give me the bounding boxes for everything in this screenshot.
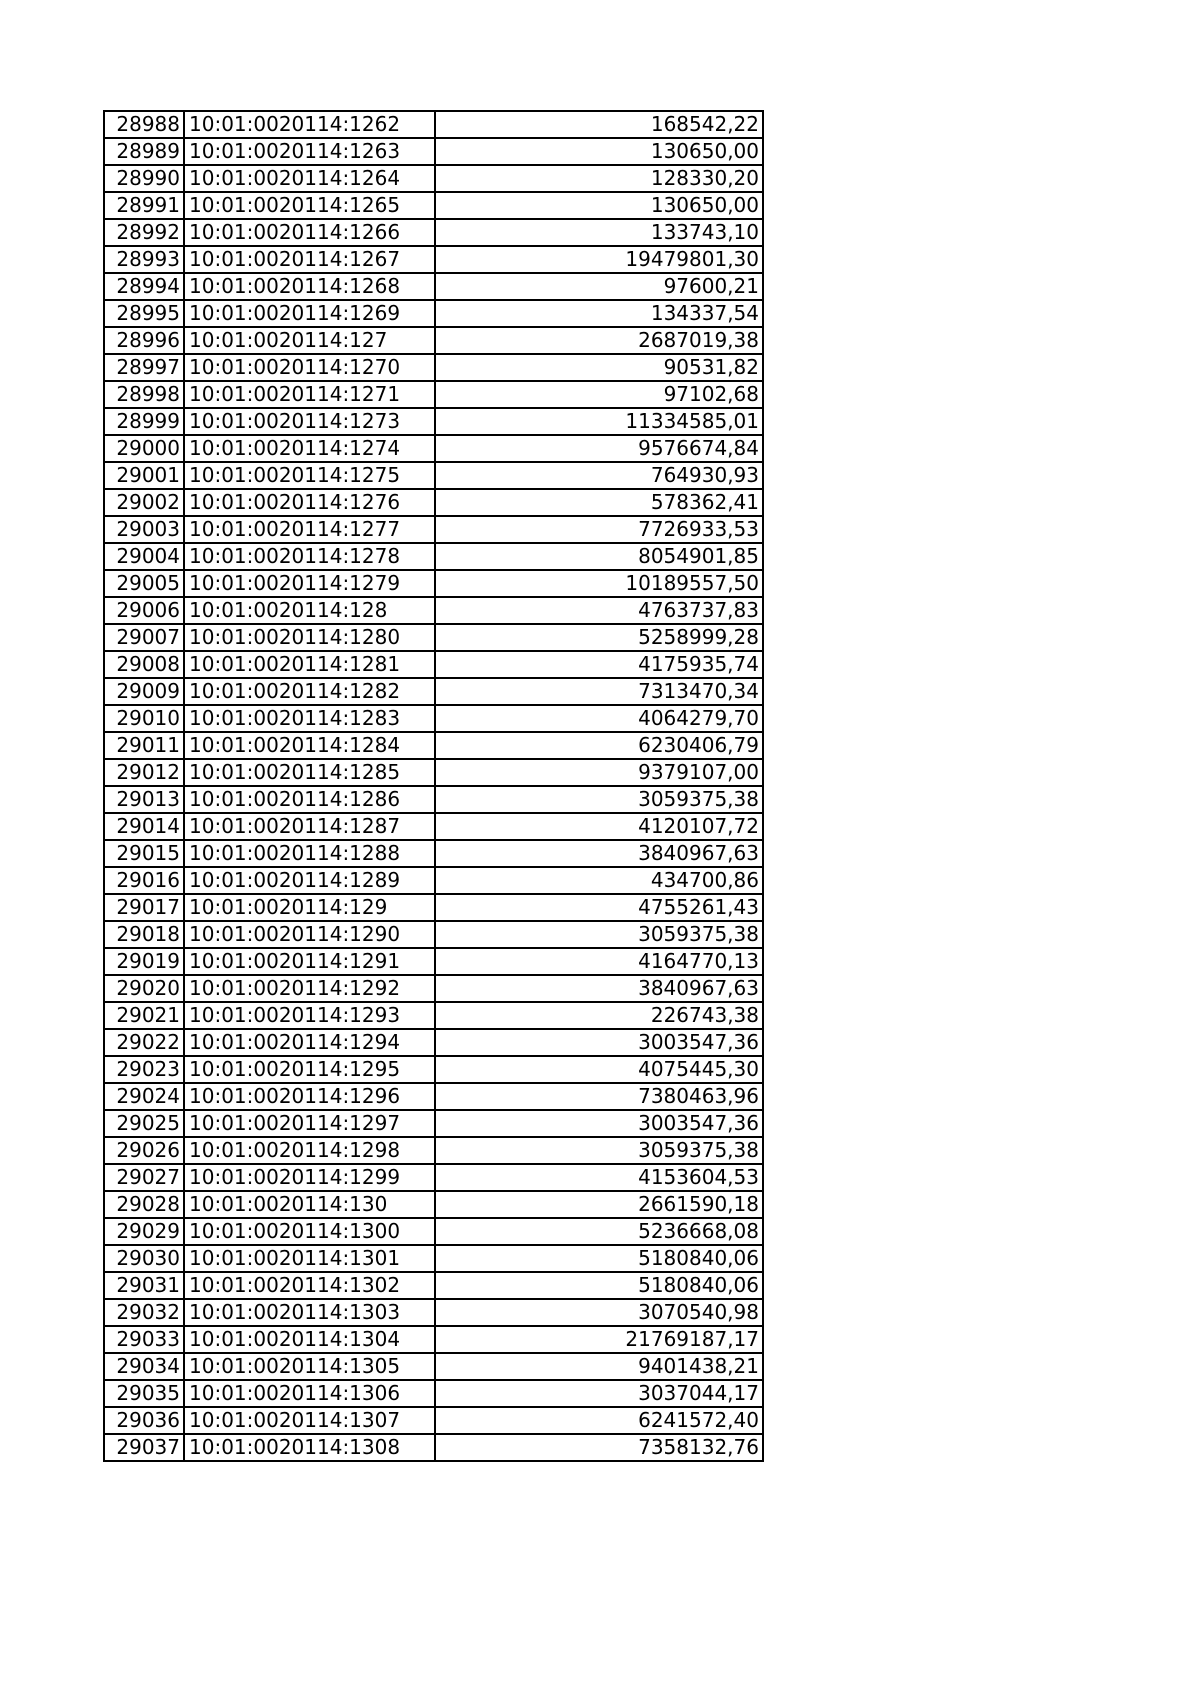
cadastral-value-cell: 4763737,83 <box>435 597 763 624</box>
cadastral-number-cell: 10:01:0020114:1284 <box>184 732 435 759</box>
cadastral-number-cell: 10:01:0020114:1266 <box>184 219 435 246</box>
cadastral-value-cell: 434700,86 <box>435 867 763 894</box>
row-number-cell: 29002 <box>104 489 184 516</box>
table-row <box>104 894 763 921</box>
cadastral-value-cell: 133743,10 <box>435 219 763 246</box>
cadastral-number-cell: 10:01:0020114:1304 <box>184 1326 435 1353</box>
row-number-cell: 29013 <box>104 786 184 813</box>
row-number-cell: 29006 <box>104 597 184 624</box>
row-number-cell: 29014 <box>104 813 184 840</box>
cadastral-number-cell: 10:01:0020114:1280 <box>184 624 435 651</box>
table-row <box>104 948 763 975</box>
row-number-cell: 29022 <box>104 1029 184 1056</box>
row-number-cell: 29012 <box>104 759 184 786</box>
row-number-cell: 28996 <box>104 327 184 354</box>
row-number-cell: 29028 <box>104 1191 184 1218</box>
table-row <box>104 732 763 759</box>
cadastral-value-cell: 5180840,06 <box>435 1245 763 1272</box>
cadastral-number-cell: 10:01:0020114:127 <box>184 327 435 354</box>
table-row <box>104 570 763 597</box>
row-number-cell: 29004 <box>104 543 184 570</box>
row-number-cell: 29036 <box>104 1407 184 1434</box>
row-number-cell: 28992 <box>104 219 184 246</box>
row-number-cell: 28990 <box>104 165 184 192</box>
row-number-cell: 29003 <box>104 516 184 543</box>
cadastral-value-cell: 8054901,85 <box>435 543 763 570</box>
cadastral-number-cell: 10:01:0020114:1281 <box>184 651 435 678</box>
table-row <box>104 1164 763 1191</box>
row-number-cell: 28998 <box>104 381 184 408</box>
cadastral-number-cell: 10:01:0020114:1285 <box>184 759 435 786</box>
cadastral-number-cell: 10:01:0020114:1293 <box>184 1002 435 1029</box>
table-row <box>104 597 763 624</box>
row-number-cell: 28995 <box>104 300 184 327</box>
table-row <box>104 219 763 246</box>
table-row <box>104 381 763 408</box>
cadastral-number-cell: 10:01:0020114:1298 <box>184 1137 435 1164</box>
row-number-cell: 29025 <box>104 1110 184 1137</box>
table-row <box>104 1110 763 1137</box>
row-number-cell: 29016 <box>104 867 184 894</box>
cadastral-value-cell: 4120107,72 <box>435 813 763 840</box>
table-row <box>104 1299 763 1326</box>
cadastral-number-cell: 10:01:0020114:1278 <box>184 543 435 570</box>
row-number-cell: 29021 <box>104 1002 184 1029</box>
row-number-cell: 29005 <box>104 570 184 597</box>
cadastral-number-cell: 10:01:0020114:1294 <box>184 1029 435 1056</box>
cadastral-value-cell: 4164770,13 <box>435 948 763 975</box>
cadastral-value-cell: 9576674,84 <box>435 435 763 462</box>
cadastral-value-cell: 5180840,06 <box>435 1272 763 1299</box>
cadastral-number-cell: 10:01:0020114:1277 <box>184 516 435 543</box>
table-row <box>104 300 763 327</box>
cadastral-number-cell: 10:01:0020114:1274 <box>184 435 435 462</box>
table-row <box>104 1083 763 1110</box>
cadastral-value-cell: 128330,20 <box>435 165 763 192</box>
row-number-cell: 29010 <box>104 705 184 732</box>
row-number-cell: 29015 <box>104 840 184 867</box>
table-row <box>104 624 763 651</box>
table-row <box>104 408 763 435</box>
table-row <box>104 1056 763 1083</box>
cadastral-value-cell: 90531,82 <box>435 354 763 381</box>
cadastral-number-cell: 10:01:0020114:1296 <box>184 1083 435 1110</box>
row-number-cell: 28991 <box>104 192 184 219</box>
cadastral-value-cell: 3059375,38 <box>435 786 763 813</box>
cadastral-number-cell: 10:01:0020114:1267 <box>184 246 435 273</box>
row-number-cell: 29035 <box>104 1380 184 1407</box>
cadastral-value-cell: 130650,00 <box>435 192 763 219</box>
cadastral-value-cell: 97102,68 <box>435 381 763 408</box>
table-row <box>104 705 763 732</box>
cadastral-number-cell: 10:01:0020114:1270 <box>184 354 435 381</box>
cadastral-number-cell: 10:01:0020114:1263 <box>184 138 435 165</box>
row-number-cell: 29024 <box>104 1083 184 1110</box>
row-number-cell: 28994 <box>104 273 184 300</box>
table-row <box>104 327 763 354</box>
table-row <box>104 678 763 705</box>
cadastral-value-cell: 3840967,63 <box>435 975 763 1002</box>
cadastral-value-cell: 6230406,79 <box>435 732 763 759</box>
cadastral-number-cell: 10:01:0020114:1262 <box>184 111 435 138</box>
cadastral-number-cell: 10:01:0020114:1265 <box>184 192 435 219</box>
cadastral-value-cell: 21769187,17 <box>435 1326 763 1353</box>
cadastral-value-cell: 3840967,63 <box>435 840 763 867</box>
cadastral-value-cell: 5258999,28 <box>435 624 763 651</box>
row-number-cell: 29019 <box>104 948 184 975</box>
row-number-cell: 29033 <box>104 1326 184 1353</box>
table-row <box>104 543 763 570</box>
table-row <box>104 840 763 867</box>
row-number-cell: 29000 <box>104 435 184 462</box>
table-row <box>104 1002 763 1029</box>
row-number-cell: 28988 <box>104 111 184 138</box>
cadastral-value-cell: 4064279,70 <box>435 705 763 732</box>
row-number-cell: 29023 <box>104 1056 184 1083</box>
cadastral-number-cell: 10:01:0020114:1273 <box>184 408 435 435</box>
table-row <box>104 516 763 543</box>
cadastral-value-cell: 19479801,30 <box>435 246 763 273</box>
table-row <box>104 921 763 948</box>
table-row <box>104 435 763 462</box>
cadastral-value-cell: 226743,38 <box>435 1002 763 1029</box>
cadastral-value-cell: 4153604,53 <box>435 1164 763 1191</box>
cadastral-number-cell: 10:01:0020114:1283 <box>184 705 435 732</box>
cadastral-number-cell: 10:01:0020114:1268 <box>184 273 435 300</box>
cadastral-value-cell: 2661590,18 <box>435 1191 763 1218</box>
row-number-cell: 29027 <box>104 1164 184 1191</box>
table-row <box>104 975 763 1002</box>
cadastral-value-cell: 764930,93 <box>435 462 763 489</box>
row-number-cell: 29031 <box>104 1272 184 1299</box>
table-body <box>104 111 763 1461</box>
cadastral-number-cell: 10:01:0020114:1289 <box>184 867 435 894</box>
cadastral-value-cell: 3059375,38 <box>435 921 763 948</box>
cadastral-number-cell: 10:01:0020114:1305 <box>184 1353 435 1380</box>
row-number-cell: 29037 <box>104 1434 184 1461</box>
cadastral-number-cell: 10:01:0020114:1303 <box>184 1299 435 1326</box>
cadastral-number-cell: 10:01:0020114:130 <box>184 1191 435 1218</box>
row-number-cell: 29032 <box>104 1299 184 1326</box>
table-row <box>104 192 763 219</box>
cadastral-value-cell: 3059375,38 <box>435 1137 763 1164</box>
row-number-cell: 28997 <box>104 354 184 381</box>
cadastral-number-cell: 10:01:0020114:1292 <box>184 975 435 1002</box>
cadastral-number-cell: 10:01:0020114:1288 <box>184 840 435 867</box>
table-row <box>104 111 763 138</box>
table-row <box>104 1137 763 1164</box>
row-number-cell: 29026 <box>104 1137 184 1164</box>
cadastral-value-cell: 3003547,36 <box>435 1029 763 1056</box>
cadastral-number-cell: 10:01:0020114:1286 <box>184 786 435 813</box>
table-row <box>104 354 763 381</box>
cadastral-number-cell: 10:01:0020114:1290 <box>184 921 435 948</box>
table-row <box>104 651 763 678</box>
cadastral-number-cell: 10:01:0020114:1302 <box>184 1272 435 1299</box>
cadastral-number-cell: 10:01:0020114:1308 <box>184 1434 435 1461</box>
cadastral-number-cell: 10:01:0020114:1306 <box>184 1380 435 1407</box>
table-row <box>104 489 763 516</box>
cadastral-value-cell: 5236668,08 <box>435 1218 763 1245</box>
table-row <box>104 759 763 786</box>
cadastral-value-cell: 11334585,01 <box>435 408 763 435</box>
cadastral-value-cell: 7358132,76 <box>435 1434 763 1461</box>
cadastral-number-cell: 10:01:0020114:1264 <box>184 165 435 192</box>
table-row <box>104 273 763 300</box>
table-row <box>104 1407 763 1434</box>
row-number-cell: 28989 <box>104 138 184 165</box>
cadastral-value-cell: 97600,21 <box>435 273 763 300</box>
row-number-cell: 29007 <box>104 624 184 651</box>
table-row <box>104 867 763 894</box>
cadastral-value-cell: 9379107,00 <box>435 759 763 786</box>
cadastral-number-cell: 10:01:0020114:1287 <box>184 813 435 840</box>
cadastral-value-table <box>103 110 764 1462</box>
table-row <box>104 813 763 840</box>
table-row <box>104 1218 763 1245</box>
cadastral-value-cell: 134337,54 <box>435 300 763 327</box>
cadastral-value-cell: 7313470,34 <box>435 678 763 705</box>
cadastral-number-cell: 10:01:0020114:1300 <box>184 1218 435 1245</box>
cadastral-number-cell: 10:01:0020114:1297 <box>184 1110 435 1137</box>
cadastral-value-cell: 130650,00 <box>435 138 763 165</box>
cadastral-number-cell: 10:01:0020114:1276 <box>184 489 435 516</box>
cadastral-value-cell: 578362,41 <box>435 489 763 516</box>
row-number-cell: 29009 <box>104 678 184 705</box>
row-number-cell: 29011 <box>104 732 184 759</box>
cadastral-number-cell: 10:01:0020114:128 <box>184 597 435 624</box>
cadastral-value-cell: 7726933,53 <box>435 516 763 543</box>
row-number-cell: 29008 <box>104 651 184 678</box>
table-row <box>104 1272 763 1299</box>
cadastral-value-cell: 4175935,74 <box>435 651 763 678</box>
cadastral-number-cell: 10:01:0020114:1269 <box>184 300 435 327</box>
table-row <box>104 1245 763 1272</box>
row-number-cell: 29034 <box>104 1353 184 1380</box>
cadastral-value-cell: 4075445,30 <box>435 1056 763 1083</box>
cadastral-number-cell: 10:01:0020114:1271 <box>184 381 435 408</box>
row-number-cell: 29020 <box>104 975 184 1002</box>
table-row <box>104 138 763 165</box>
row-number-cell: 29001 <box>104 462 184 489</box>
cadastral-value-cell: 3037044,17 <box>435 1380 763 1407</box>
cadastral-value-cell: 3003547,36 <box>435 1110 763 1137</box>
cadastral-number-cell: 10:01:0020114:1299 <box>184 1164 435 1191</box>
cadastral-number-cell: 10:01:0020114:1307 <box>184 1407 435 1434</box>
table-row <box>104 246 763 273</box>
row-number-cell: 29018 <box>104 921 184 948</box>
cadastral-value-cell: 9401438,21 <box>435 1353 763 1380</box>
table-row <box>104 1326 763 1353</box>
table-row <box>104 165 763 192</box>
cadastral-number-cell: 10:01:0020114:1275 <box>184 462 435 489</box>
row-number-cell: 29017 <box>104 894 184 921</box>
cadastral-number-cell: 10:01:0020114:1279 <box>184 570 435 597</box>
cadastral-number-cell: 10:01:0020114:1282 <box>184 678 435 705</box>
cadastral-number-cell: 10:01:0020114:129 <box>184 894 435 921</box>
row-number-cell: 29030 <box>104 1245 184 1272</box>
cadastral-number-cell: 10:01:0020114:1291 <box>184 948 435 975</box>
cadastral-number-cell: 10:01:0020114:1301 <box>184 1245 435 1272</box>
row-number-cell: 29029 <box>104 1218 184 1245</box>
row-number-cell: 28999 <box>104 408 184 435</box>
table-row <box>104 1191 763 1218</box>
row-number-cell: 28993 <box>104 246 184 273</box>
cadastral-value-cell: 6241572,40 <box>435 1407 763 1434</box>
table-row <box>104 1434 763 1461</box>
cadastral-value-cell: 168542,22 <box>435 111 763 138</box>
table-row <box>104 1029 763 1056</box>
table-row <box>104 1380 763 1407</box>
table-row <box>104 786 763 813</box>
cadastral-value-cell: 10189557,50 <box>435 570 763 597</box>
cadastral-value-cell: 3070540,98 <box>435 1299 763 1326</box>
cadastral-value-cell: 7380463,96 <box>435 1083 763 1110</box>
table-row <box>104 462 763 489</box>
cadastral-value-cell: 2687019,38 <box>435 327 763 354</box>
cadastral-value-cell: 4755261,43 <box>435 894 763 921</box>
table-row <box>104 1353 763 1380</box>
cadastral-number-cell: 10:01:0020114:1295 <box>184 1056 435 1083</box>
